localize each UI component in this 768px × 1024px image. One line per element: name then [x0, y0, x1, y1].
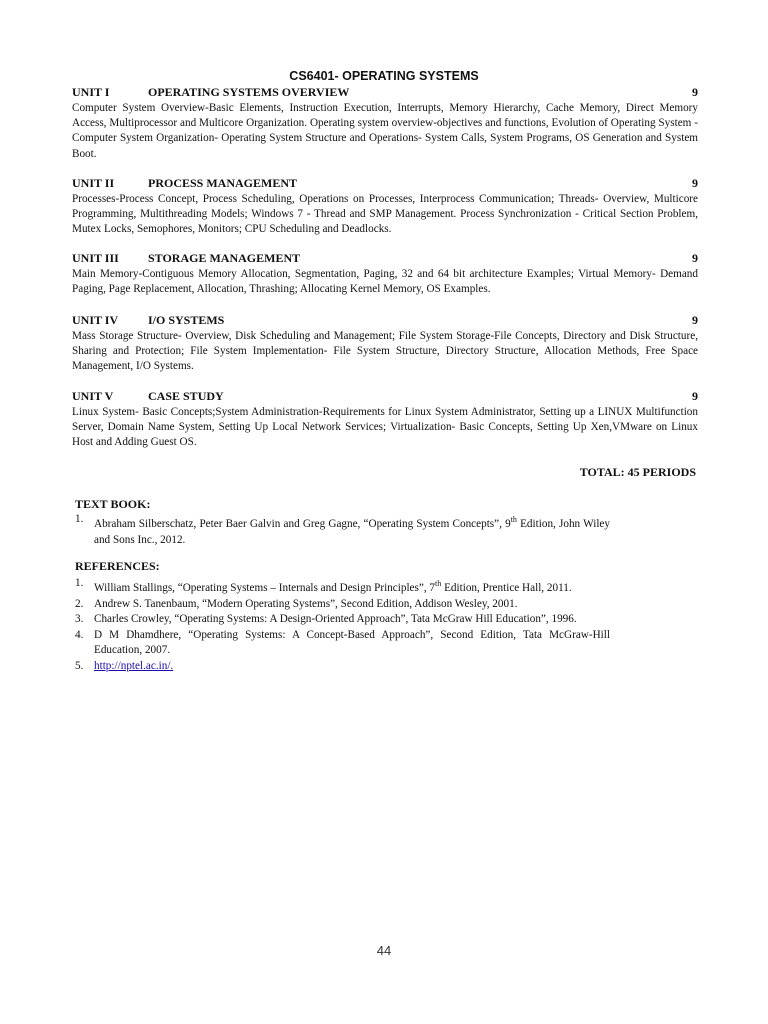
- unit-header: [72, 251, 698, 266]
- item-number: 5.: [75, 659, 84, 672]
- unit-header: [72, 85, 698, 100]
- unit-hours: 9: [692, 251, 698, 265]
- unit-hours: 9: [692, 389, 698, 403]
- item-text-continued: Edition, Prentice Hall, 2011.: [441, 582, 572, 594]
- unit-title: CASE STUDY: [148, 389, 224, 403]
- unit-description: Mass Storage Structure- Overview, Disk Scheduling and Management; File System Storage-File Concepts, Directory and Disk Structure, Sharing and Protection; File System Implementation- File System Structure, Directory Structure, Allocation Methods, Free Space Management, I/O Systems.: [72, 330, 698, 373]
- unit-number: UNIT IV: [72, 313, 119, 327]
- unit-description: Main Memory-Contiguous Memory Allocation, Segmentation, Paging, 32 and 64 bit architecture Examples; Virtual Memory- Demand Paging, Page Replacement, Allocation, Thrashing; Allocating Kernel Memory, OS Examples.: [72, 268, 698, 296]
- unit-number: UNIT I: [72, 85, 110, 99]
- item-number: 1.: [75, 577, 84, 589]
- unit-1: [72, 85, 698, 162]
- nptel-link[interactable]: http://nptel.ac.in/.: [94, 659, 174, 672]
- item-text: D M Dhamdhere, “Operating Systems: A Concept-Based Approach”, Second Edition, Tata McGraw-Hill Education, 2007.: [94, 628, 610, 657]
- superscript: th: [510, 515, 517, 524]
- unit-description: Computer System Overview-Basic Elements, Instruction Execution, Interrupts, Memory Hierarchy, Cache Memory, Direct Memory Access, Multiprocessor and Multicore Organization. Operating system overview-objectives and functions, Evolution of Operating System - Computer System Organization- Operating System Structure and Operations- System Calls, System Programs, OS Generation and System Boot.: [72, 102, 698, 160]
- unit-4: [72, 313, 698, 375]
- unit-2: [72, 176, 698, 238]
- list-item: [75, 597, 610, 613]
- page-number: 44: [376, 943, 392, 958]
- unit-description: Linux System- Basic Concepts;System Administration-Requirements for Linux System Administrator, Setting up a LINUX Multifunction Server, Domain Name System, Setting Up Local Network Services; Virtualization- Basic Concepts, Setting Up Xen,VMware on Linux Host and Adding Guest OS.: [72, 406, 698, 449]
- item-text: William Stallings, “Operating Systems – Internals and Design Principles”, 7: [94, 582, 436, 594]
- document-title: CS6401- OPERATING SYSTEMS: [289, 69, 479, 83]
- textbook-heading: TEXT BOOK:: [75, 497, 151, 511]
- textbook-list: [75, 512, 610, 548]
- unit-5: [72, 389, 698, 451]
- unit-header: [72, 313, 698, 328]
- unit-header: [72, 176, 698, 191]
- unit-number: UNIT V: [72, 389, 114, 403]
- unit-hours: 9: [692, 176, 698, 190]
- item-number: 3.: [75, 613, 84, 626]
- unit-number: UNIT III: [72, 251, 119, 265]
- unit-description: Processes-Process Concept, Process Scheduling, Operations on Processes, Interprocess Communication; Threads- Overview, Multicore Programming, Multithreading Models; Windows 7 - Thread and SMP Management. Process Synchronization - Critical Section Problem, Mutex Locks, Semophores, Monitors; CPU Scheduling and Deadlocks.: [72, 193, 698, 236]
- total-periods: TOTAL: 45 PERIODS: [579, 465, 696, 479]
- item-text: Andrew S. Tanenbaum, “Modern Operating Systems”, Second Edition, Addison Wesley, 2001.: [94, 597, 518, 610]
- item-text: Abraham Silberschatz, Peter Baer Galvin and Greg Gagne, “Operating System Concepts”, 9: [94, 518, 511, 530]
- item-number: 1.: [75, 513, 84, 525]
- unit-number: UNIT II: [72, 176, 115, 190]
- references-list: [75, 576, 610, 675]
- superscript: th: [435, 579, 442, 588]
- item-number: 2.: [75, 597, 84, 610]
- unit-hours: 9: [692, 313, 698, 327]
- unit-header: [72, 389, 698, 404]
- item-text-continued: Edition, John Wiley and Sons Inc., 2012.: [94, 518, 610, 546]
- unit-title: PROCESS MANAGEMENT: [148, 176, 298, 190]
- list-item: [75, 628, 610, 659]
- list-item: [75, 512, 610, 548]
- unit-3: [72, 251, 698, 297]
- item-number: 4.: [75, 628, 84, 641]
- list-item: [75, 576, 610, 597]
- list-item: [75, 659, 610, 675]
- unit-title: I/O SYSTEMS: [148, 313, 225, 327]
- unit-hours: 9: [692, 85, 698, 99]
- unit-title: STORAGE MANAGEMENT: [148, 251, 301, 265]
- item-text: Charles Crowley, “Operating Systems: A Design-Oriented Approach”, Tata McGraw Hill Education”, 1996.: [94, 613, 577, 626]
- list-item: [75, 612, 610, 628]
- references-heading: REFERENCES:: [75, 559, 160, 573]
- unit-title: OPERATING SYSTEMS OVERVIEW: [148, 85, 350, 99]
